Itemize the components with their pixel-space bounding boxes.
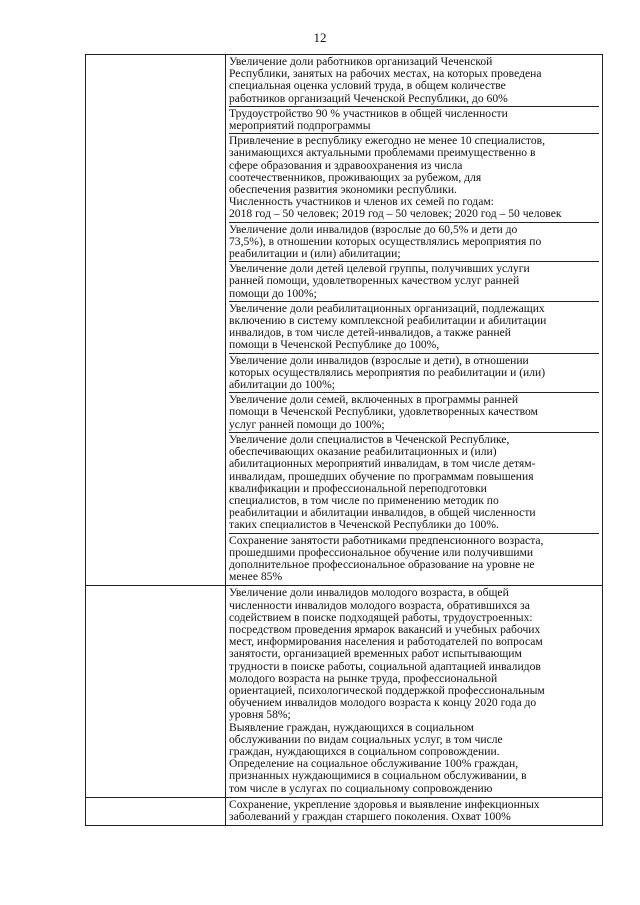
text-line: квалификации и профессиональной переподготовки (229, 481, 487, 495)
right-cell (226, 586, 603, 797)
table-row (86, 55, 603, 586)
text-line: реабилитации и (или) абилитации; (229, 247, 401, 261)
indicator-block (229, 534, 599, 585)
text-line: обеспечивающих оказание реабилитационных и (или) (229, 445, 497, 459)
text-line: Выявление граждан, нуждающихся в социальном (229, 720, 475, 734)
text-line: инвалидов, в том числе детей-инвалидов, а также ранней (229, 326, 511, 340)
text-line: сфере образования и здравоохранения из числа (229, 158, 463, 172)
text-line: которых осуществлялись мероприятия по реабилитации и (или) (229, 365, 546, 379)
text-line: посредством проведения ярмарок вакансий и учебных рабочих (229, 622, 541, 636)
text-line: Сохранение, укрепление здоровья и выявление инфекционных (229, 797, 540, 811)
text-line: услуг ранней помощи до 100%; (229, 417, 385, 431)
text-line: специальная оценка условий труда, в общем количестве (229, 79, 506, 93)
text-line: занимающихся актуальными проблемами преимущественно в (229, 146, 536, 160)
text-line: содействием в поиске подходящей работы, трудоустроенных: (229, 610, 533, 624)
text-line: обучением инвалидов молодого возраста к концу 2020 года до (229, 696, 537, 710)
text-line: Увеличение доли реабилитационных организаций, подлежащих (229, 301, 545, 315)
indicator-block (229, 586, 599, 795)
text-line: специалистов, в том числе по применению методик по (229, 493, 499, 507)
text-line: Увеличение доли инвалидов (взрослые до 60,5% и дети до (229, 222, 518, 236)
text-line: занятости, организацией временных работ испытывающим (229, 647, 522, 661)
text-line: ранней помощи, удовлетворенных качеством услуг ранней (229, 274, 520, 288)
text-line: работников организаций Чеченской Республики, до 60% (229, 91, 508, 105)
text-line: помощи в Чеченской Республики, удовлетворенных качеством (229, 405, 538, 419)
text-line: реабилитации и абилитации инвалидов, в общей численности (229, 506, 536, 520)
text-line: Увеличение доли инвалидов молодого возраста, в общей (229, 586, 509, 600)
text-line: Численность участников и членов их семей по годам: (229, 195, 494, 209)
text-line: Увеличение доли детей целевой группы, получивших услуги (229, 262, 530, 276)
right-cell (226, 55, 603, 586)
text-line: численности инвалидов молодого возраста, обратившихся за (229, 598, 530, 612)
text-line: обеспечения развития экономики республики. (229, 183, 457, 197)
indicator-block (229, 223, 599, 263)
left-cell (86, 797, 226, 825)
text-line: том числе в услугах по социальному сопровождению (229, 781, 493, 795)
text-line: соотечественников, проживающих за рубежом, для (229, 170, 482, 184)
text-line: менее 85% (229, 570, 283, 584)
text-line: обслуживании по видам социальных услуг, в том числе (229, 732, 503, 746)
text-line: уровня 58%; (229, 708, 291, 722)
text-line: помощи до 100%; (229, 286, 317, 300)
text-line: прошедшими профессиональное обучение или получившими (229, 545, 534, 559)
text-line: 2018 год – 50 человек; 2019 год – 50 человек; 2020 год – 50 человек (229, 207, 562, 221)
text-line: Сохранение занятости работниками предпенсионного возраста, (229, 533, 544, 547)
left-cell (86, 586, 226, 797)
text-line: 73,5%), в отношении которых осуществлялись мероприятия по (229, 234, 542, 248)
text-line: инвалидам, прошедших обучение по программам повышения (229, 469, 534, 483)
text-line: Увеличение доли специалистов в Чеченской Республике, (229, 432, 510, 446)
indicator-block (229, 798, 599, 824)
table-row (86, 797, 603, 825)
text-line: включению в систему комплексной реабилитации и абилитации (229, 314, 547, 328)
text-line: Республики, занятых на рабочих местах, на которых проведена (229, 67, 542, 81)
text-line: Привлечение в республику ежегодно не менее 10 специалистов, (229, 134, 545, 148)
page-number: 12 (313, 30, 327, 45)
text-line: мест, информирования населения и работодателей по вопросам (229, 635, 543, 649)
results-table (85, 54, 603, 826)
text-line: Увеличение доли семей, включенных в программы ранней (229, 393, 519, 407)
indicator-block (229, 354, 599, 394)
table-body (86, 55, 603, 826)
indicator-block (229, 302, 599, 354)
indicator-block (229, 134, 599, 222)
text-line: молодого возраста на рынке труда, профессиональной (229, 671, 498, 685)
text-line: помощи в Чеченской Республике до 100%, (229, 338, 440, 352)
text-line: признанных нуждающимися в социальном обслуживании, в (229, 769, 527, 783)
text-line: абилитации до 100%; (229, 378, 335, 392)
text-line: граждан, нуждающихся в социальном сопровождении. (229, 744, 500, 758)
right-cell (226, 797, 603, 825)
text-line: заболеваний у граждан старшего поколения. Охват 100% (229, 809, 511, 823)
text-line: ориентацией, психологической поддержкой профессиональным (229, 683, 545, 697)
text-line: мероприятий подпрограммы (229, 119, 371, 133)
text-line: таких специалистов в Чеченской Республики до 100%. (229, 518, 499, 532)
text-line: абилитационных мероприятий инвалидам, в том числе детям- (229, 457, 536, 471)
indicator-block (229, 262, 599, 302)
table-row (86, 586, 603, 797)
indicator-block (229, 433, 599, 534)
left-cell (86, 55, 226, 586)
indicator-block (229, 393, 599, 433)
text-line: трудности в поиске работы, социальной адаптацией инвалидов (229, 659, 541, 673)
indicator-block (229, 55, 599, 107)
text-line: Увеличение доли работников организаций Чеченской (229, 55, 493, 68)
indicator-block (229, 107, 599, 134)
text-line: дополнительное профессиональное образование на уровне не (229, 557, 535, 571)
text-line: Увеличение доли инвалидов (взрослые и дети), в отношении (229, 353, 529, 367)
text-line: Трудоустройство 90 % участников в общей численности (229, 106, 508, 120)
text-line: Определение на социальное обслуживание 100% граждан, (229, 757, 519, 771)
